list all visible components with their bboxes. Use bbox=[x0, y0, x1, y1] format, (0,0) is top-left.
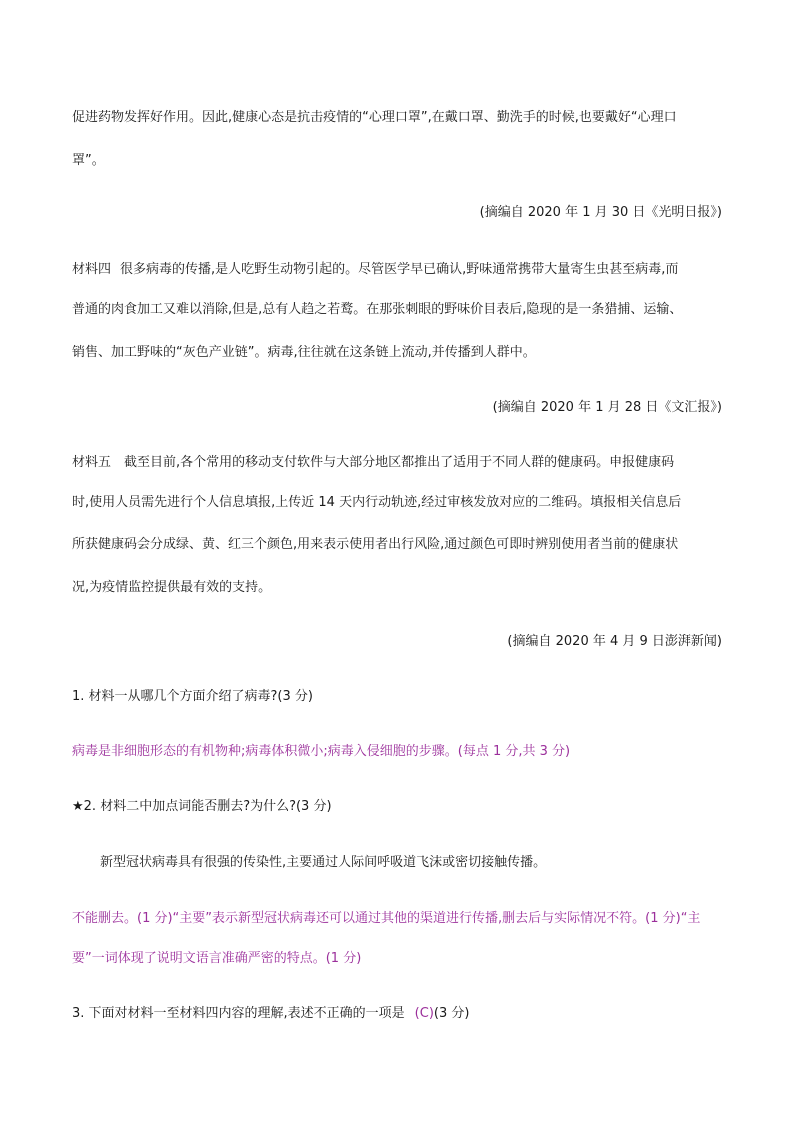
material4-source: (摘编自 2020 年 1 月 28 日《文汇报》) bbox=[492, 400, 722, 415]
answer-3: (C) bbox=[414, 1006, 434, 1021]
material5-source: (摘编自 2020 年 4 月 9 日澎湃新闻) bbox=[507, 634, 722, 649]
question-3 bbox=[72, 1006, 469, 1022]
material5-line-1 bbox=[72, 455, 674, 471]
material4-line-1 bbox=[72, 262, 678, 278]
material4-line-3: 销售、加工野味的“灰色产业链”。病毒,往往就在这条链上流动,并传播到人群中。 bbox=[72, 345, 536, 360]
question-2: ★2. 材料二中加点词能否删去?为什么?(3 分) bbox=[72, 799, 332, 814]
material5-line-2: 时,使用人员需先进行个人信息填报,上传近 14 天内行动轨迹,经过审核发放对应的二维码。填报相关信息后 bbox=[72, 495, 682, 510]
material5-line-3: 所获健康码会分成绿、黄、红三个颜色,用来表示使用者出行风险,通过颜色可即时辨别使用者当前的健康状 bbox=[72, 537, 679, 552]
question-3-score: (3 分) bbox=[433, 1006, 470, 1021]
material3-line-1: 促进药物发挥好作用。因此,健康心态是抗击疫情的“心理口罩”,在戴口罩、勤洗手的时候,也要戴好“心理口 bbox=[72, 110, 677, 125]
material5-text-1: 截至目前,各个常用的移动支付软件与大部分地区都推出了适用于不同人群的健康码。申报健康码 bbox=[124, 455, 675, 470]
material3-source: (摘编自 2020 年 1 月 30 日《光明日报》) bbox=[479, 205, 722, 220]
material3-line-2: 罩”。 bbox=[72, 153, 105, 168]
answer-1: 病毒是非细胞形态的有机物种;病毒体积微小;病毒入侵细胞的步骤。(每点 1 分,共 3 分) bbox=[72, 744, 571, 759]
answer-2-line-2: 要”一词体现了说明文语言准确严密的特点。(1 分) bbox=[72, 951, 362, 966]
material5-line-4: 况,为疫情监控提供最有效的支持。 bbox=[72, 580, 272, 595]
material5-label: 材料五 bbox=[72, 455, 112, 470]
question-3-text: 3. 下面对材料一至材料四内容的理解,表述不正确的一项是 bbox=[72, 1006, 405, 1021]
question-1: 1. 材料一从哪几个方面介绍了病毒?(3 分) bbox=[72, 689, 313, 704]
material4-text-1: 很多病毒的传播,是人吃野生动物引起的。尽管医学早已确认,野味通常携带大量寄生虫甚至病毒,而 bbox=[120, 262, 679, 277]
material4-line-2: 普通的肉食加工又难以消除,但是,总有人趋之若鹜。在那张刺眼的野味价目表后,隐现的是一条猎捕、运输、 bbox=[72, 302, 683, 317]
material4-label: 材料四 bbox=[72, 262, 112, 277]
question-2-quote: 新型冠状病毒具有很强的传染性,主要通过人际间呼吸道飞沫或密切接触传播。 bbox=[100, 855, 547, 870]
answer-2-line-1: 不能删去。(1 分)“主要”表示新型冠状病毒还可以通过其他的渠道进行传播,删去后与实际情况不符。(1 分)“主 bbox=[72, 911, 701, 926]
